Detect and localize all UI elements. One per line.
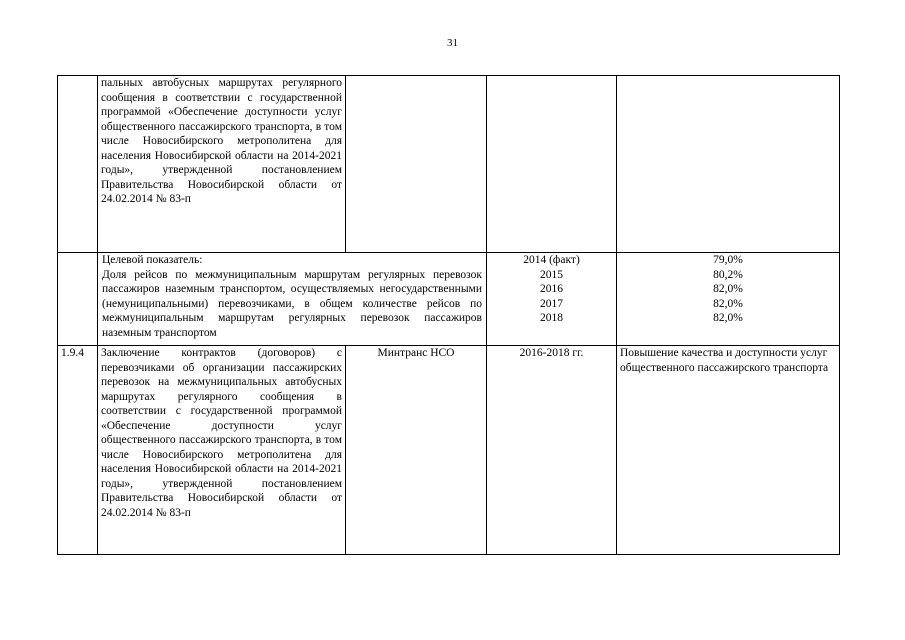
executor-text: Минтранс НСО xyxy=(377,347,455,359)
term-cell xyxy=(487,346,617,555)
item-number: 1.9.4 xyxy=(61,347,84,359)
value-item: 82,0% xyxy=(713,283,743,295)
measures-table xyxy=(57,75,840,555)
executor-cell xyxy=(346,346,487,555)
value-item: 82,0% xyxy=(713,297,743,310)
description-text: пальных автобусных маршрутах регулярного сообщения в соответствии с государственной программой «Обеспечение доступности услуг общественного пассажирского транспорта, в том числе Новосибирского метрополитена для населения Новосибирской области на 2014-2021 годы», утвержденной постановлением Правительства Новосибирской области от 24.02.2014 № 83-п xyxy=(101,77,342,205)
executor-cell xyxy=(346,76,487,253)
target-indicator-label: Целевой показатель: xyxy=(102,254,203,266)
year-item: 2016 xyxy=(540,283,563,295)
term-text: 2016-2018 гг. xyxy=(519,347,584,359)
description-cell xyxy=(98,76,346,253)
number-cell xyxy=(58,76,98,253)
value-item: 82,0% xyxy=(713,312,743,324)
description-cell xyxy=(98,346,346,555)
result-text: Повышение качества и доступности услуг общественного пассажирского транспорта xyxy=(620,347,829,374)
page-number: 31 xyxy=(447,37,458,49)
result-cell xyxy=(617,76,840,253)
year-item: 2017 xyxy=(540,297,563,310)
year-item: 2015 xyxy=(540,268,563,281)
year-item: 2014 (факт) xyxy=(523,254,580,266)
table-row xyxy=(58,346,840,555)
years-cell xyxy=(487,253,617,346)
description-text: Заключение контрактов (договоров) с перевозчиками об организации пассажирских перевозок на межмуниципальных автобусных маршрутах регулярного сообщения в соответствии с государственной программой «Обеспечение доступности услуг общественного пассажирского транспорта, в том числе Новосибирского метрополитена для населения Новосибирской области на 2014-2021 годы», утвержденной постановлением Правительства Новосибирской области от 24.02.2014 № 83-п xyxy=(101,347,342,519)
year-item: 2018 xyxy=(540,312,563,324)
term-cell xyxy=(487,76,617,253)
number-cell xyxy=(58,253,98,346)
number-cell xyxy=(58,346,98,555)
value-item: 80,2% xyxy=(713,268,743,281)
target-indicator-text: Доля рейсов по межмуниципальным маршрутам регулярных перевозок пассажиров наземным транспортом, осуществляемых негосударственными (немуниципальными) перевозчиками, в общем количестве рейсов по межмуниципальным маршрутам регулярных перевозок пассажиров наземным транспортом xyxy=(102,268,482,339)
target-indicator-cell xyxy=(98,253,487,346)
value-item: 79,0% xyxy=(713,254,743,266)
table-row xyxy=(58,76,840,253)
values-cell xyxy=(617,253,840,346)
result-cell xyxy=(617,346,840,555)
table-row xyxy=(58,253,840,346)
